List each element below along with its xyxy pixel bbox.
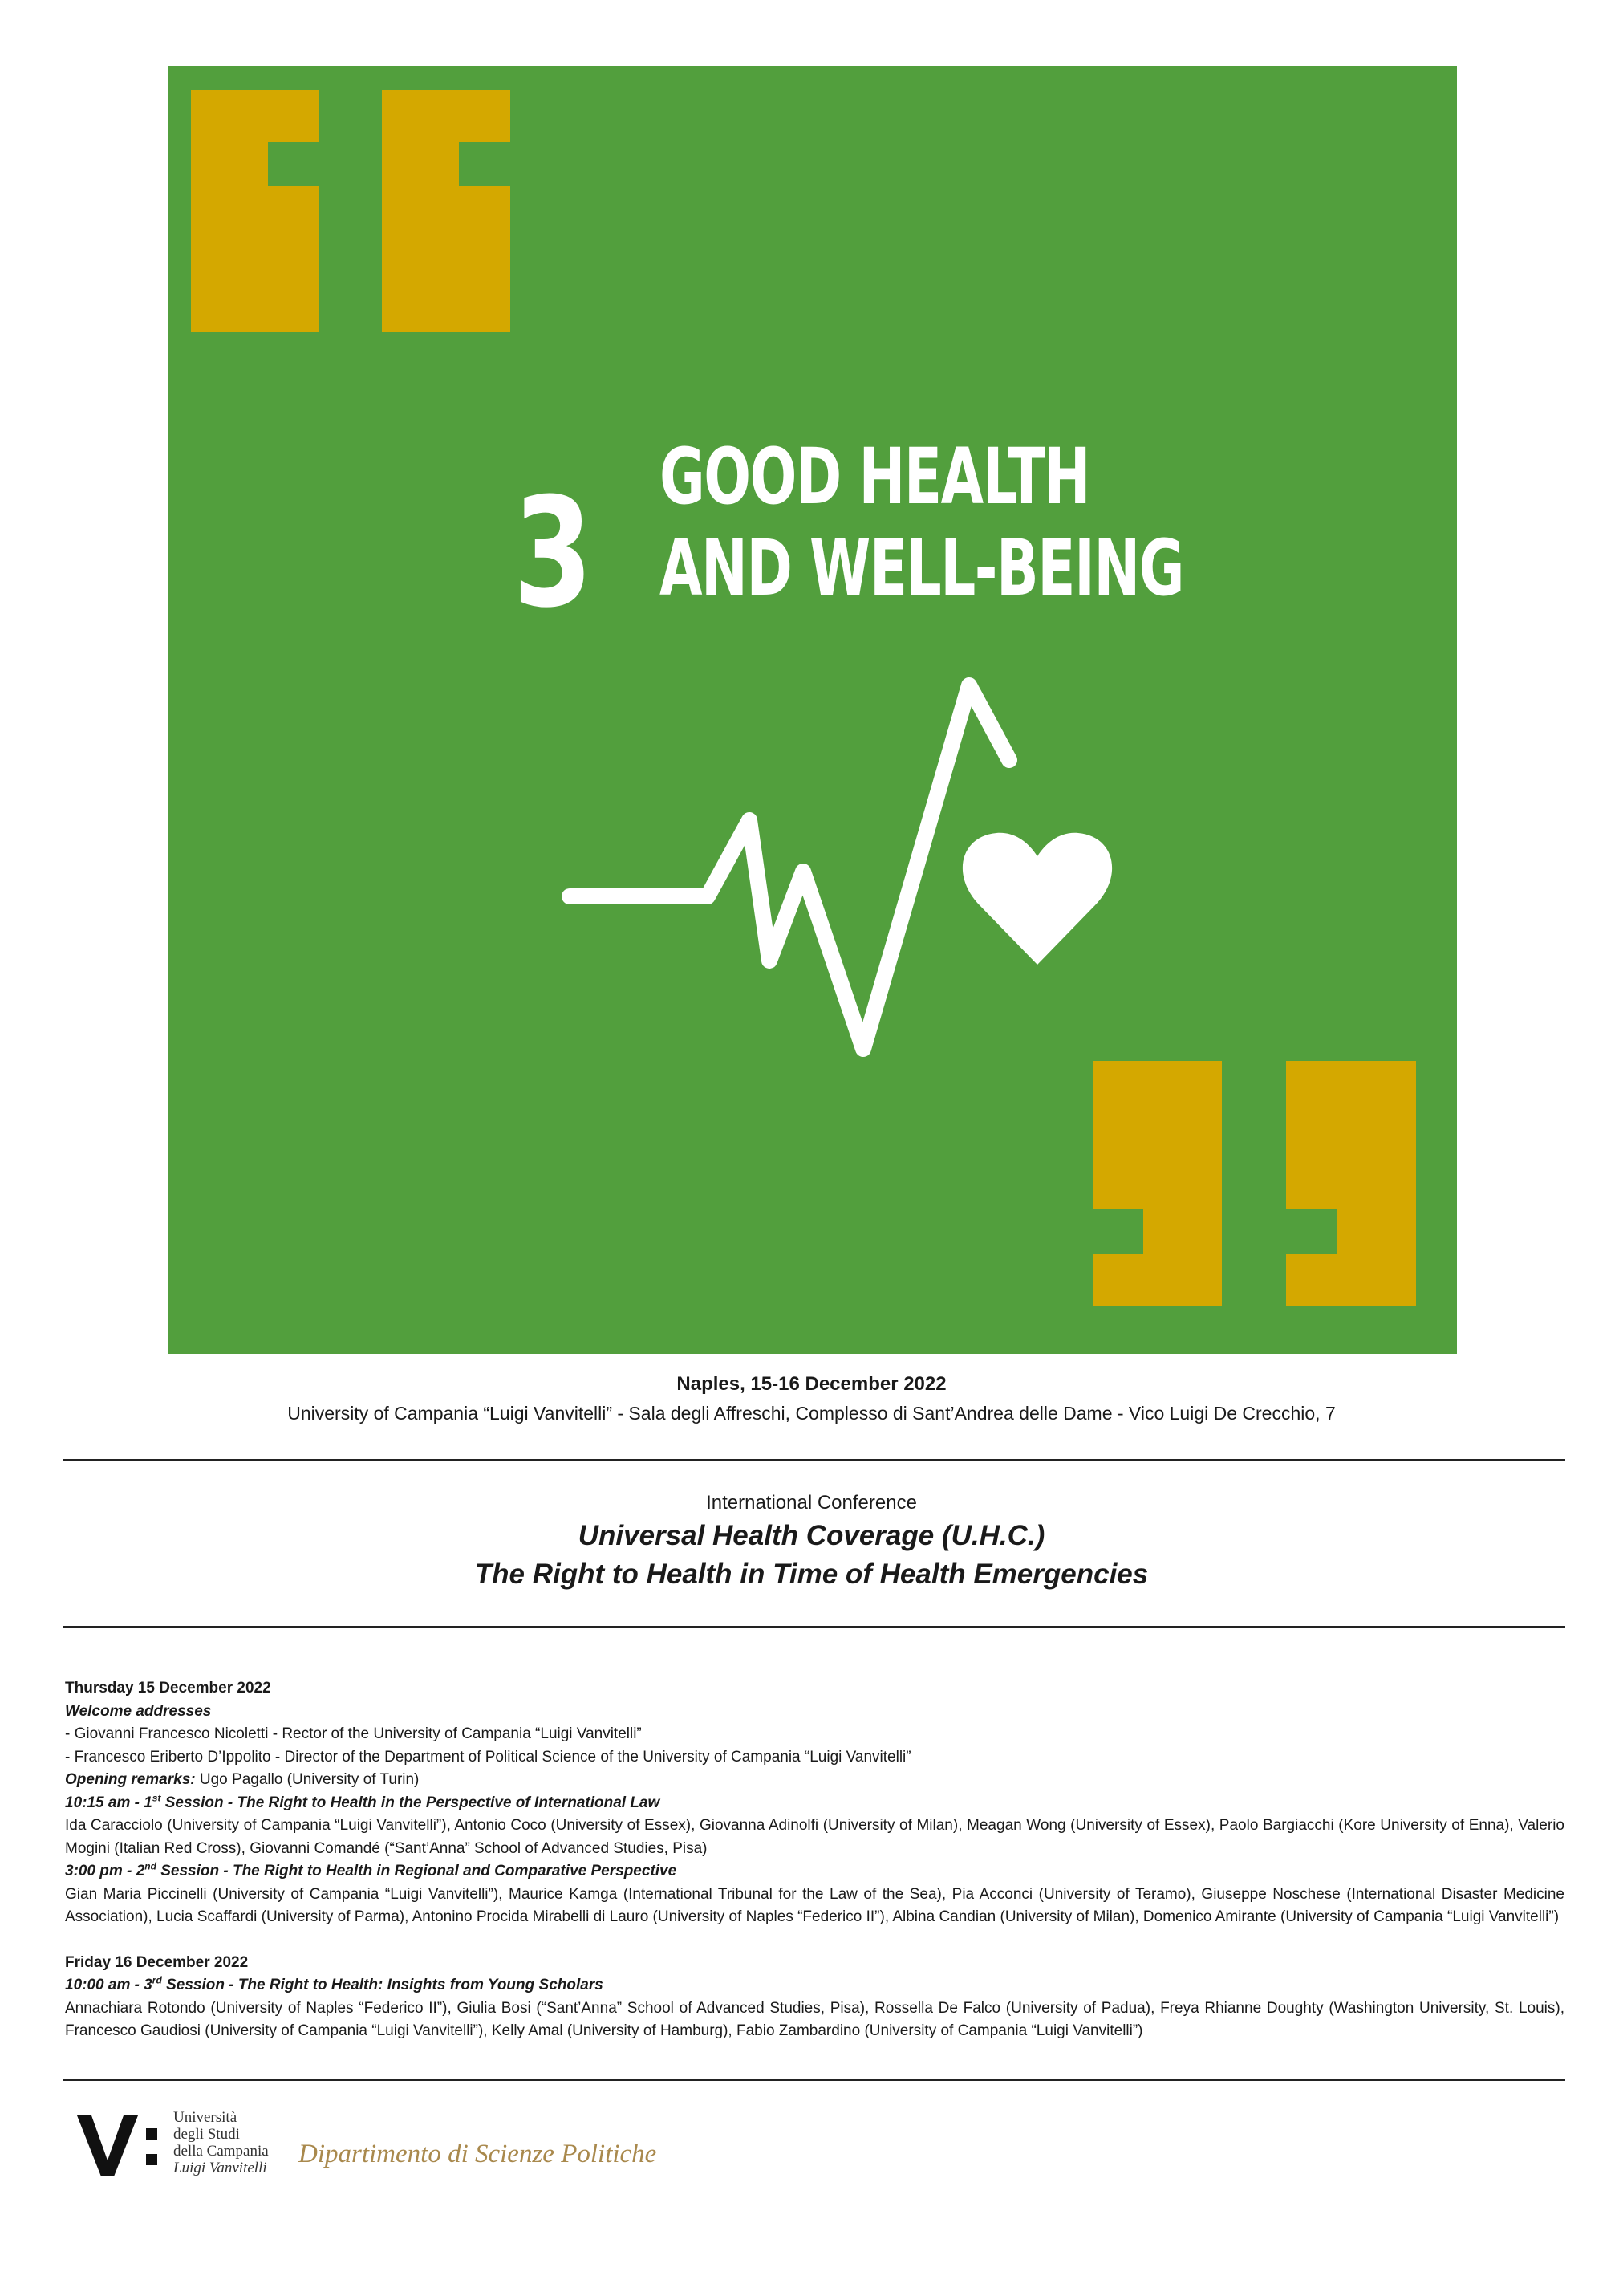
event-venue: University of Campania “Luigi Vanvitelli” - Sala degli Affreschi, Complesso di Sant’Andrea delle Dame - Vico Luigi De Crecchio, 7: [287, 1403, 1336, 1424]
day-1-date: Thursday 15 December 2022: [65, 1680, 271, 1697]
opening-remarks: [65, 1769, 1564, 1792]
logo-line: della Campania: [173, 2143, 269, 2160]
divider: [63, 2079, 1565, 2081]
sdg-poster: [168, 66, 1457, 1354]
session-2-speakers: Gian Maria Piccinelli (University of Campania “Luigi Vanvitelli”), Maurice Kamga (International Tribunal for the Law of the Sea), Pia Acconci (University of Teramo), Giuseppe Noschese (International Disaster Medicine Association), Lucia Scaffardi (University of Parma), Antonino Procida Mirabelli di Lauro (University of Naples “Federico II”), Albina Candian (University of Milan), Domenico Amirante (University of Campania “Luigi Vanvitelli”): [65, 1885, 1564, 1925]
session-1-speakers: Ida Caracciolo (University of Campania “Luigi Vanvitelli”), Antonio Coco (University of Essex), Giovanna Adinolfi (University of Milan), Meagan Wong (University of Essex), Paolo Bargiacchi (Kore University of Enna), Valerio Mogini (Italian Red Cross), Giovanni Comandé (“Sant’Anna” School of Advanced Studies, Pisa): [65, 1817, 1564, 1857]
sdg-number: 3: [513, 465, 593, 641]
logo-line: Università: [173, 2109, 237, 2126]
heart-icon: [963, 833, 1112, 965]
welcome-heading: Welcome addresses: [65, 1702, 212, 1720]
session-time: 10:15 am - 1: [65, 1794, 152, 1811]
conference-title: Universal Health Coverage (U.H.C.): [578, 1520, 1045, 1551]
event-date: Naples, 15-16 December 2022: [676, 1373, 947, 1395]
session-title: Session - The Right to Health: Insights from Young Scholars: [161, 1977, 603, 1993]
day-2-date: Friday 16 December 2022: [65, 1953, 249, 1971]
logo-line: degli Studi: [173, 2126, 240, 2143]
session-title: Session - The Right to Health in the Perspective of International Law: [160, 1794, 660, 1811]
divider: [63, 1626, 1565, 1628]
session-time: 3:00 pm - 2: [65, 1863, 145, 1879]
conference-subtitle: The Right to Health in Time of Health Emergencies: [474, 1558, 1149, 1590]
opening-speaker: Ugo Pagallo (University of Turin): [195, 1771, 420, 1788]
session-3-speakers: Annachiara Rotondo (University of Naples “Federico II”), Giulia Bosi (“Sant’Anna” School of Advanced Studies, Pisa), Rossella De Falco (University of Padua), Freya Rhianne Doughty (Washington University, St. Louis), Francesco Gaudiosi (University of Campania “Luigi Vanvitelli”), Kelly Amal (University of Hamburg), Fabio Zambardino (University of Campania “Luigi Vanvitelli”): [65, 1999, 1564, 2039]
close-quote-icon: [1093, 1061, 1416, 1306]
welcome-speaker: - Francesco Eriberto D’Ippolito - Director of the Department of Political Science of the University of Campania “Luigi Vanvitelli”: [65, 1748, 911, 1766]
department-name: Dipartimento di Scienze Politiche: [298, 2140, 657, 2168]
conference-type: International Conference: [706, 1492, 917, 1514]
session-title: Session - The Right to Health in Regional and Comparative Perspective: [156, 1863, 677, 1879]
divider: [63, 1459, 1565, 1461]
programme: [65, 1677, 1564, 2043]
university-logo-icon: [77, 2114, 165, 2178]
opening-label: Opening remarks:: [65, 1771, 196, 1788]
session-ordinal: st: [152, 1792, 161, 1804]
session-2-heading: [65, 1860, 1564, 1884]
spacer: [65, 1929, 1564, 1952]
university-logo-text: [173, 2109, 269, 2176]
sdg-artwork: [168, 66, 1457, 1354]
heartbeat-line-icon: [570, 685, 1009, 1049]
sdg-title: [659, 431, 1184, 614]
session-ordinal: nd: [144, 1860, 156, 1872]
logo-line: Luigi Vanvitelli: [173, 2160, 267, 2176]
footer: [77, 2109, 719, 2197]
session-time: 10:00 am - 3: [65, 1977, 152, 1993]
session-3-heading: [65, 1974, 1564, 1997]
sdg-title-line-1: GOOD HEALTH: [659, 432, 1090, 522]
welcome-speaker: - Giovanni Francesco Nicoletti - Rector of the University of Campania “Luigi Vanvitelli”: [65, 1725, 642, 1742]
session-1-heading: [65, 1792, 1564, 1815]
open-quote-icon: [191, 90, 510, 332]
sdg-title-line-2: AND WELL-BEING: [659, 523, 1184, 613]
session-ordinal: rd: [152, 1974, 162, 1986]
